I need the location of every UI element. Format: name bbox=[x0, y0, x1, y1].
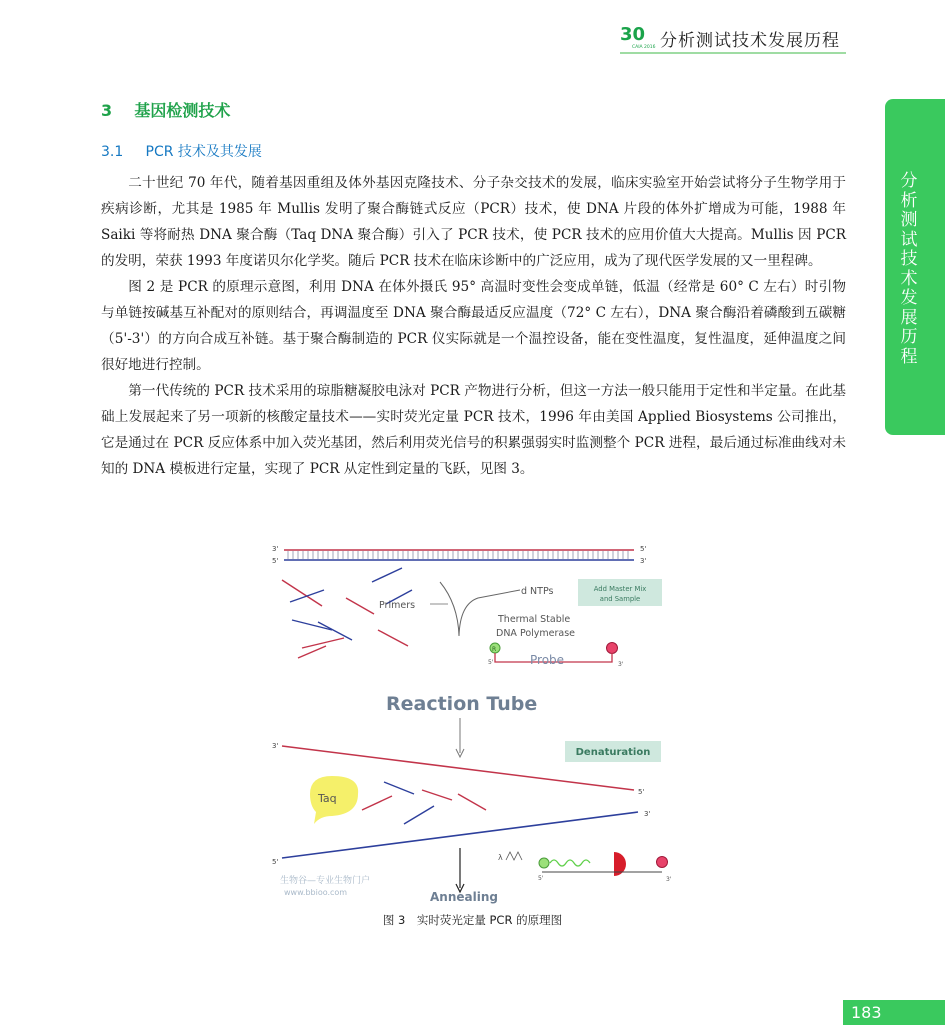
polymerase-label-1: Thermal Stable bbox=[498, 614, 571, 625]
watermark-line1: 生物谷—专业生物门户 bbox=[280, 876, 371, 886]
pcr-diagram bbox=[262, 538, 688, 908]
subsection-heading bbox=[101, 141, 262, 161]
strand-end-label: 5' bbox=[638, 788, 645, 796]
reporter-dye-released bbox=[539, 858, 549, 868]
probe-label: Probe bbox=[530, 653, 565, 667]
polymerase-label-2: DNA Polymerase bbox=[496, 628, 576, 639]
strand-end-label: 5' bbox=[488, 659, 494, 666]
subsection-number: 3.1 bbox=[101, 144, 124, 160]
quencher-dye-bound bbox=[657, 857, 668, 868]
quencher-dye bbox=[607, 643, 618, 654]
paragraph: 图 2 是 PCR 的原理示意图，利用 DNA 在体外摄氏 95° 高温时变性会变成单链，低温（经常是 60° C 左右）时引物与单链按碱基互补配对的原则结合，再调温度至 DNA 聚合酶最适反应温度（72° C 左右），DNA 聚合酶沿着磷酸到五碳糖（5'-3'）的方向合成互补链。基于聚合酶制造的 PCR 仪实际就是一个温控设备，能在变性温度，复性温度，延伸温度之间很好地进行控制。 bbox=[101, 279, 846, 373]
strand-end-label: 3' bbox=[618, 661, 624, 668]
section-heading bbox=[101, 98, 230, 121]
taq-label: Taq bbox=[318, 792, 337, 805]
base-pairs bbox=[288, 551, 628, 559]
strand-end-label: 3' bbox=[666, 876, 672, 883]
logo-number: 30 bbox=[620, 24, 646, 45]
chapter-side-tab-label: 分析测试技术发展历程 bbox=[900, 171, 918, 367]
denaturation-label: Denaturation bbox=[575, 747, 651, 758]
section-number: 3 bbox=[101, 101, 113, 120]
strand-end-label: 5' bbox=[272, 858, 279, 866]
watermark-line2: www.bbioo.com bbox=[284, 888, 348, 897]
section-title: 基因检测技术 bbox=[134, 101, 231, 120]
paragraph: 二十世纪 70 年代，随着基因重组及体外基因克隆技术、分子杂交技术的发展，临床实验室开始尝试将分子生物学用于疾病诊断，尤其是 1985 年 Mullis 发明了聚合酶链式反应（PCR）技术，使 DNA 片段的体外扩增成为可能，1988 年 Saiki 等将耐热 DNA 聚合酶（Taq DNA 聚合酶）引入了 PCR 技术，使 PCR 技术的应用价值大大提高。Mullis 因 PCR 的发明，荣获 1993 年度诺贝尔化学奖。随后 PCR 技术在临床诊断中的广泛应用，成为了现代医学发展的又一里程碑。 bbox=[101, 175, 846, 269]
strand-end-label: 3' bbox=[272, 742, 279, 750]
anniversary-logo bbox=[620, 22, 660, 50]
figure-caption: 图 3 实时荧光定量 PCR 的原理图 bbox=[382, 913, 563, 927]
strand-end-label: 5' bbox=[640, 545, 647, 553]
subsection-title: PCR 技术及其发展 bbox=[145, 144, 262, 160]
master-mix-label-line1: Add Master Mix bbox=[593, 585, 647, 593]
strand-end-label: 3' bbox=[640, 557, 647, 565]
logo-subtext: CAIA 2016 bbox=[632, 45, 656, 50]
primers-label: Primers bbox=[379, 600, 416, 611]
reaction-tube-label: Reaction Tube bbox=[386, 693, 538, 715]
paragraph: 第一代传统的 PCR 技术采用的琼脂糖凝胶电泳对 PCR 产物进行分析，但这一方法一般只能用于定性和半定量。在此基础上发展起来了另一项新的核酸定量技术——实时荧光定量 PCR 技术，1996 年由美国 Applied Biosystems 公司推出，它是通过在 PCR 反应体系中加入荧光基团，然后利用荧光信号的积累强弱实时监测整个 PCR 进程，最后通过标准曲线对未知的 DNA 模板进行定量，实现了 PCR 从定性到定量的飞跃，见图 3。 bbox=[101, 383, 846, 477]
body-text bbox=[101, 170, 846, 482]
dntps-label: d NTPs bbox=[521, 586, 554, 597]
annealing-primers bbox=[362, 782, 486, 824]
annealing-label: Annealing bbox=[430, 890, 498, 904]
header-title: 分析测试技术发展历程 bbox=[660, 31, 840, 51]
primer-fragments bbox=[282, 568, 412, 658]
strand-end-label: 3' bbox=[644, 810, 651, 818]
reporter-label: R bbox=[492, 646, 497, 653]
strand-end-label: 3' bbox=[272, 545, 279, 553]
header-divider bbox=[620, 52, 846, 54]
strand-end-label: 5' bbox=[538, 875, 544, 882]
page-number: 183 bbox=[843, 1000, 945, 1025]
strand-end-label: 5' bbox=[272, 557, 279, 565]
master-mix-label-line2: and Sample bbox=[599, 595, 641, 603]
wavelength-symbol: λ bbox=[498, 853, 503, 862]
